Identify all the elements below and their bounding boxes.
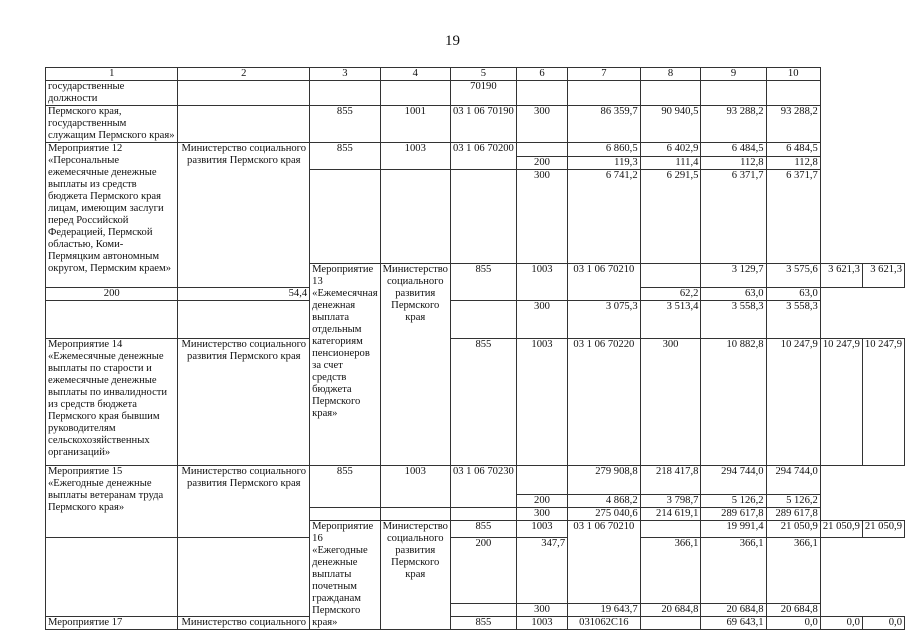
table-row [46,143,905,157]
amount-cell: 20 684,8 [640,604,701,617]
ministry-cell: Министерство социального [178,617,310,630]
expense-type-cell [516,143,567,157]
amount-cell: 3 621,3 [820,264,862,288]
expense-type-cell: 300 [516,604,567,617]
gr-code-cell: 855 [450,339,516,466]
gr-code-cell [310,508,380,521]
expense-type-cell [516,81,567,106]
amount-cell: 93 288,2 [766,106,820,143]
ministry-cell: Министерство социального развития Пермского края [178,339,310,466]
amount-cell: 0,0 [820,617,862,630]
amount-cell: 214 619,1 [640,508,701,521]
gr-code-cell [46,538,178,617]
amount-cell: 3 129,7 [701,264,766,288]
section-cell [178,301,310,339]
measure-name-cell: Мероприятие 16 «Ежегодные денежные выплаты почетным гражданам Пермского края» [310,521,380,630]
amount-cell: 294 744,0 [766,466,820,495]
target-article-cell [450,604,516,617]
amount-cell: 112,8 [766,157,820,170]
target-article-cell [450,301,516,339]
table-row [46,81,905,106]
expense-type-cell: 300 [516,508,567,521]
target-article-cell [450,508,516,521]
amount-cell: 10 882,8 [701,339,766,466]
measure-name-cell: Мероприятие 13 «Ежемесячная денежная выплата отдельным категориям пенсионеров за счет средств бюджета Пермского края» [310,264,380,466]
amount-cell [568,81,641,106]
header-cell: 5 [450,68,516,81]
header-cell: 4 [380,68,450,81]
amount-cell: 54,4 [178,288,310,301]
section-cell: 1003 [516,617,567,630]
gr-code-cell: 855 [310,106,380,143]
amount-cell: 5 126,2 [701,495,766,508]
expense-type-cell [516,466,567,495]
section-cell: 1003 [516,521,567,538]
expense-type-cell [640,521,701,538]
section-cell: 1003 [516,339,567,466]
expense-type-cell: 300 [516,106,567,143]
expense-type-cell: 200 [516,495,567,508]
section-cell: 1003 [380,143,450,170]
amount-cell: 6 484,5 [701,143,766,157]
amount-cell: 63,0 [701,288,766,301]
expense-type-cell: 200 [46,288,178,301]
expense-type-cell: 200 [450,538,516,604]
amount-cell: 289 617,8 [766,508,820,521]
header-cell: 9 [701,68,766,81]
target-article-cell: 03 1 06 70190 [450,106,516,143]
table-row [46,301,905,339]
measure-name-cell: государственные должности [46,81,178,106]
target-article-cell: 03 1 06 70220 [568,339,641,466]
amount-cell: 366,1 [701,538,766,604]
amount-cell: 62,2 [640,288,701,301]
amount-cell: 218 417,8 [640,466,701,495]
amount-cell: 6 741,2 [568,170,641,264]
amount-cell: 20 684,8 [766,604,820,617]
amount-cell: 3 513,4 [640,301,701,339]
target-article-cell: 03 1 06 70210 [568,521,641,604]
amount-cell: 119,3 [568,157,641,170]
gr-code-cell: 855 [450,264,516,301]
gr-code-cell: 855 [450,521,516,538]
table-row [46,339,905,466]
measure-name-cell: Пермского края, государственным служащим Пермского края» [46,106,178,143]
target-article-cell [450,170,516,264]
expense-type-cell: 200 [516,157,567,170]
amount-cell: 3 558,3 [766,301,820,339]
amount-cell: 0,0 [862,617,904,630]
amount-cell: 21 050,9 [766,521,820,538]
amount-cell: 6 371,7 [766,170,820,264]
table-header-row [46,68,905,81]
amount-cell [640,81,701,106]
amount-cell: 90 940,5 [640,106,701,143]
header-cell: 1 [46,68,178,81]
section-cell [380,81,450,106]
table-body [46,81,905,630]
measure-name-cell: Мероприятие 12 «Персональные ежемесячные денежные выплаты из средств бюджета Пермского края лицам, имеющим заслуги перед Российской Федерацией, Пермской областью, Коми-Пермяцким автономным округом, Пермским краем» [46,143,178,288]
header-cell: 3 [310,68,380,81]
target-article-cell: 03 1 06 70200 [450,143,516,170]
expense-type-cell [640,617,701,630]
amount-cell: 6 860,5 [568,143,641,157]
amount-cell: 279 908,8 [568,466,641,495]
expense-type-cell [640,264,701,288]
amount-cell: 3 075,3 [568,301,641,339]
section-cell: 1001 [380,106,450,143]
amount-cell: 86 359,7 [568,106,641,143]
target-article-cell: 03 1 06 70210 [568,264,641,301]
ministry-cell: Министерство социального развития Пермского края [178,143,310,288]
ministry-cell [178,81,310,106]
section-cell: 1003 [380,466,450,508]
gr-code-cell [46,301,178,339]
amount-cell: 6 371,7 [701,170,766,264]
budget-table [45,67,905,630]
section-cell [380,170,450,264]
target-article-cell: 70190 [450,81,516,106]
measure-name-cell: Мероприятие 14 «Ежемесячные денежные выплаты по старости и ежемесячные денежные выплаты по инвалидности из средств бюджета Пермского края бывшим руководителям сельскохозяйственных организаций» [46,339,178,466]
amount-cell: 294 744,0 [701,466,766,495]
amount-cell: 6 402,9 [640,143,701,157]
amount-cell [766,81,820,106]
page-number: 19 [445,33,460,49]
amount-cell: 366,1 [640,538,701,604]
amount-cell: 112,8 [701,157,766,170]
expense-type-cell: 300 [516,170,567,264]
table-row [46,617,905,630]
amount-cell: 19 991,4 [701,521,766,538]
gr-code-cell [310,81,380,106]
amount-cell: 3 621,3 [862,264,904,288]
amount-cell: 0,0 [766,617,820,630]
ministry-cell [178,106,310,143]
amount-cell: 275 040,6 [568,508,641,521]
amount-cell: 366,1 [766,538,820,604]
expense-type-cell: 300 [640,339,701,466]
gr-code-cell: 855 [310,143,380,170]
table-row [46,466,905,495]
amount-cell: 4 868,2 [568,495,641,508]
gr-code-cell: 855 [310,466,380,508]
amount-cell: 3 575,6 [766,264,820,288]
section-cell: 1003 [516,264,567,301]
header-cell: 8 [640,68,701,81]
amount-cell: 347,7 [516,538,567,604]
measure-name-cell: Мероприятие 15 «Ежегодные денежные выплаты ветеранам труда Пермского края» [46,466,178,538]
amount-cell: 93 288,2 [701,106,766,143]
amount-cell [701,81,766,106]
amount-cell: 5 126,2 [766,495,820,508]
header-cell: 2 [178,68,310,81]
ministry-cell: Министерство социального развития Пермского края [380,264,450,466]
amount-cell: 6 291,5 [640,170,701,264]
section-cell [178,538,310,617]
amount-cell: 6 484,5 [766,143,820,157]
amount-cell: 21 050,9 [862,521,904,538]
section-cell [380,508,450,521]
amount-cell: 289 617,8 [701,508,766,521]
amount-cell: 19 643,7 [568,604,641,617]
amount-cell: 21 050,9 [820,521,862,538]
amount-cell: 3 558,3 [701,301,766,339]
amount-cell: 20 684,8 [701,604,766,617]
amount-cell: 3 798,7 [640,495,701,508]
table-row [46,538,905,604]
amount-cell: 10 247,9 [862,339,904,466]
table-row [46,106,905,143]
ministry-cell: Министерство социального развития Пермского края [380,521,450,630]
target-article-cell: 03 1 06 70230 [450,466,516,508]
gr-code-cell [310,170,380,264]
header-cell: 7 [568,68,641,81]
measure-name-cell: Мероприятие 17 [46,617,178,630]
ministry-cell: Министерство социального развития Пермского края [178,466,310,538]
header-cell: 6 [516,68,567,81]
expense-type-cell: 300 [516,301,567,339]
amount-cell: 10 247,9 [820,339,862,466]
header-cell: 10 [766,68,820,81]
amount-cell: 63,0 [766,288,820,301]
amount-cell: 69 643,1 [701,617,766,630]
amount-cell: 111,4 [640,157,701,170]
amount-cell: 10 247,9 [766,339,820,466]
gr-code-cell: 855 [450,617,516,630]
target-article-cell: 031062С16 [568,617,641,630]
